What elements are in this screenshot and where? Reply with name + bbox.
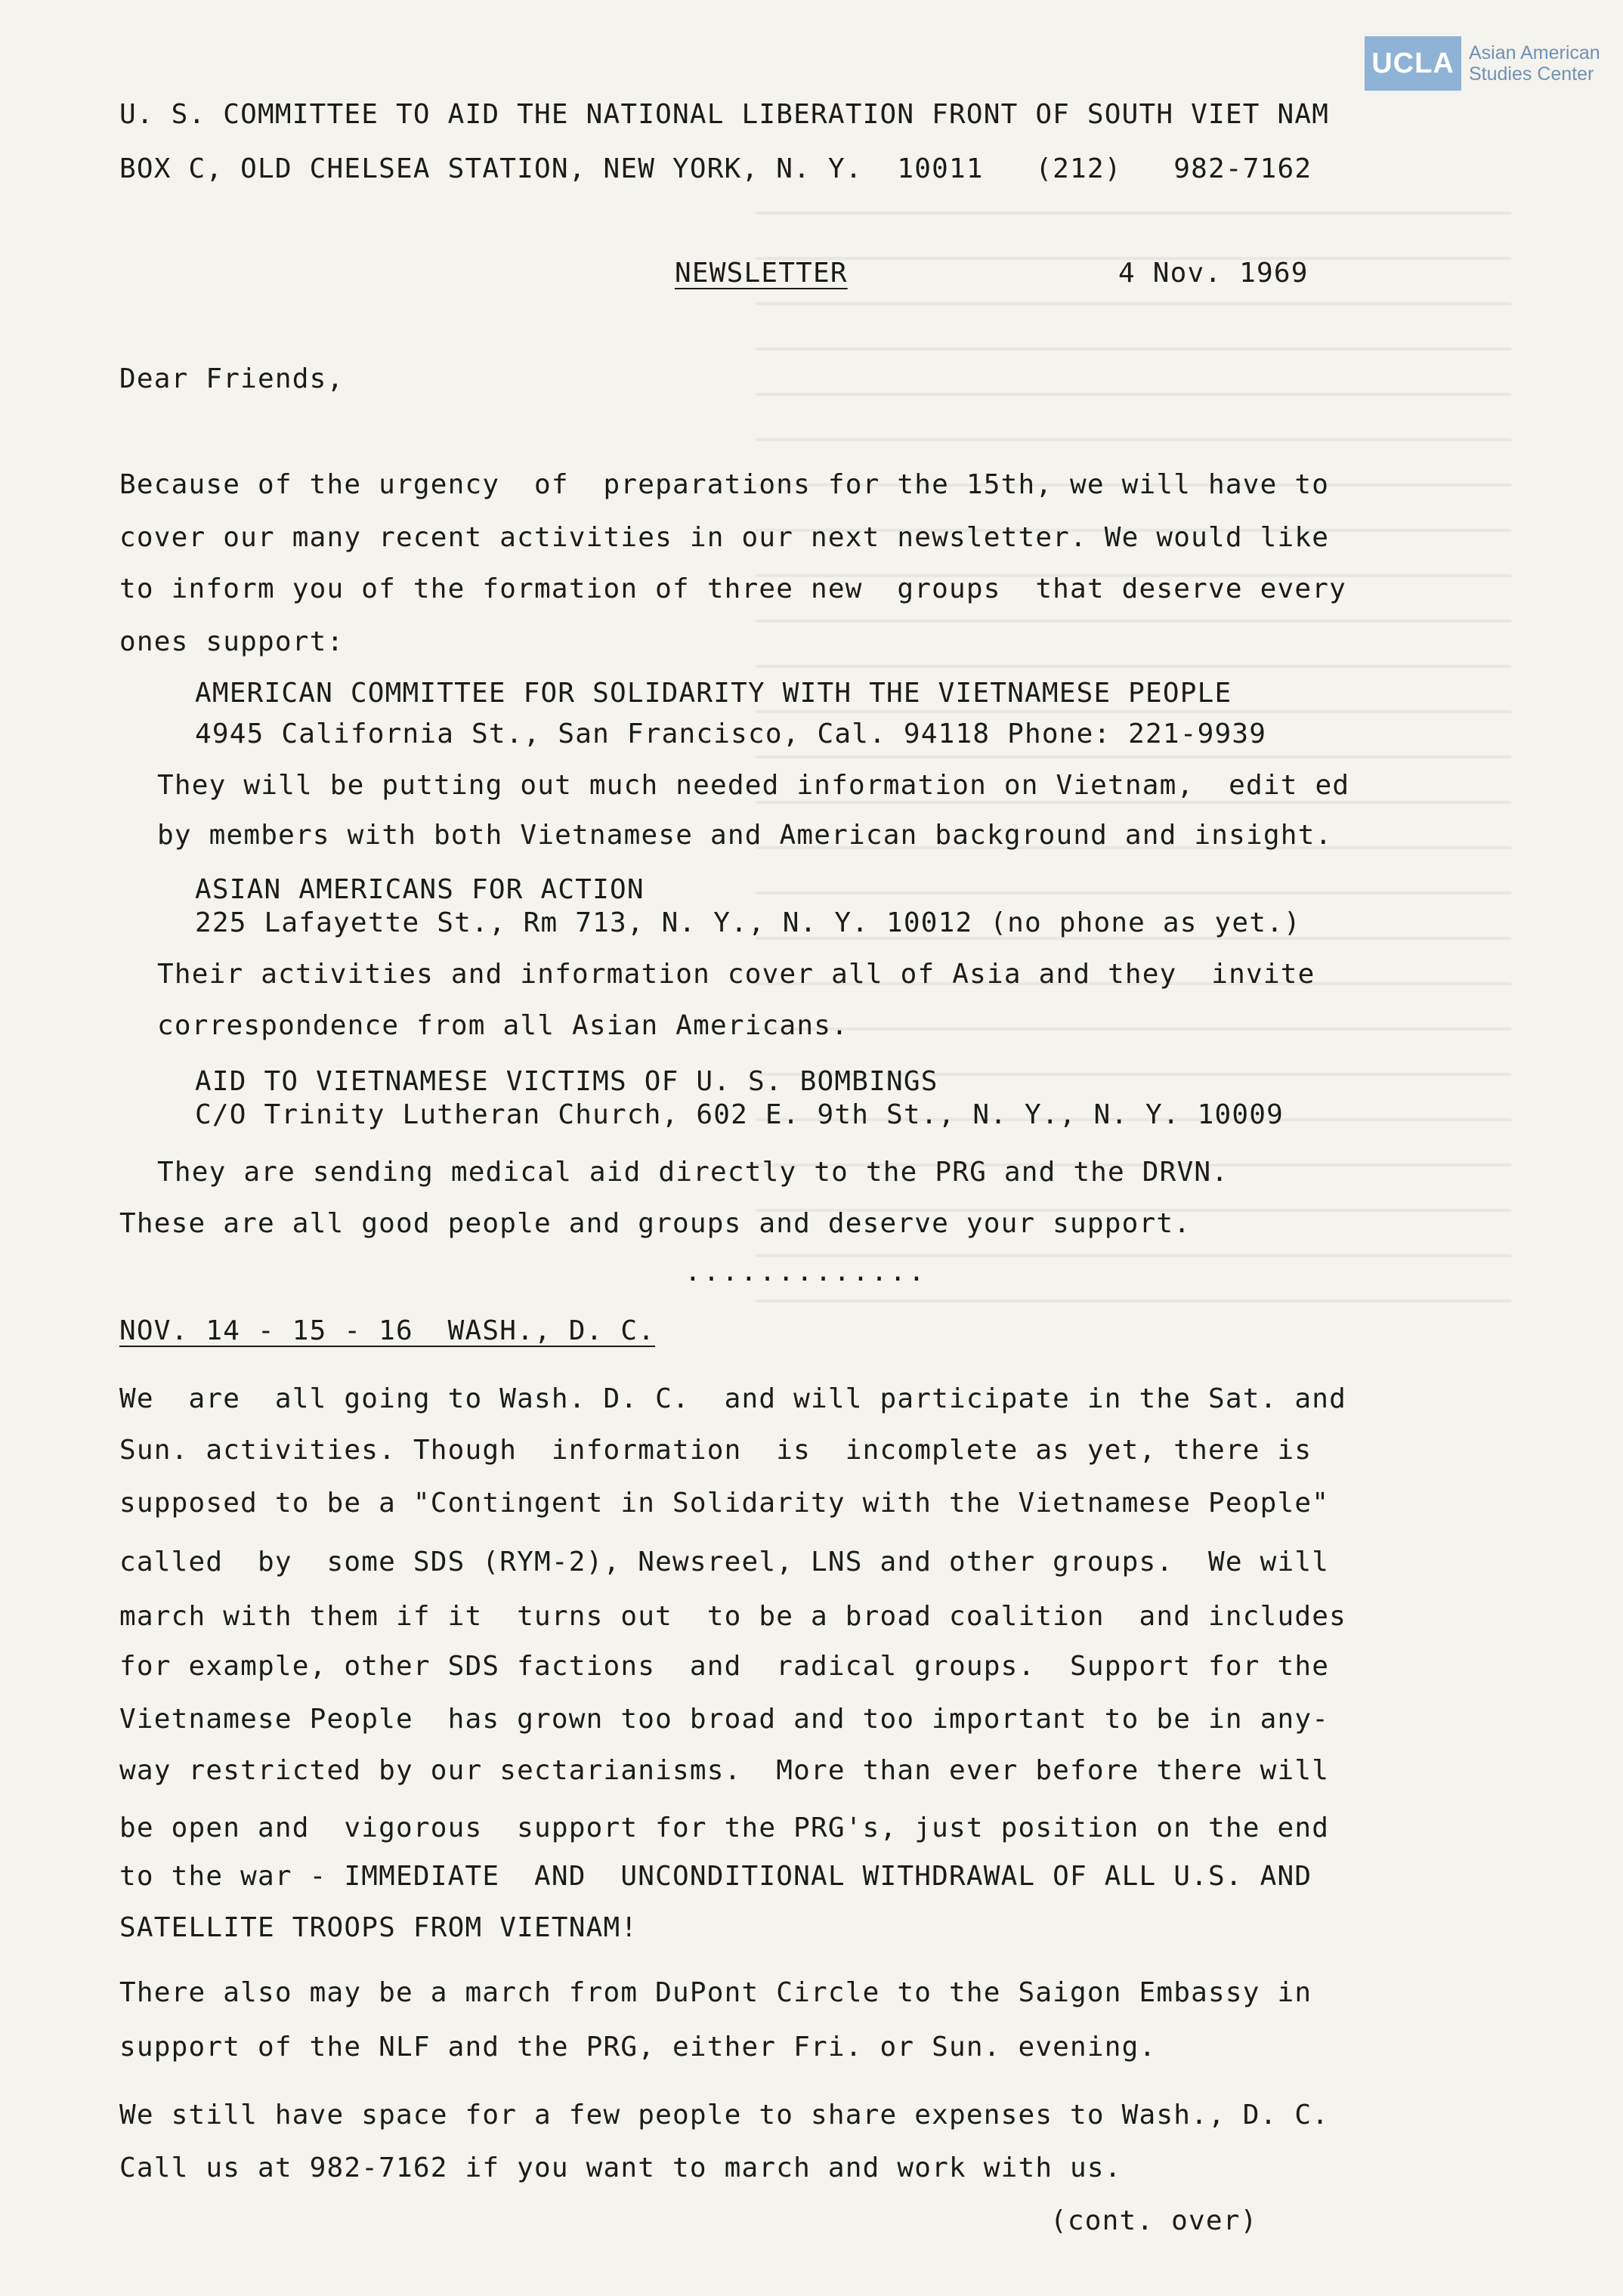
section-heading: NOV. 14 - 15 - 16 WASH., D. C. [119,1315,656,1346]
group-name: AID TO VIETNAMESE VICTIMS OF U. S. BOMBINGS [195,1066,938,1097]
group-address: 4945 California St., San Francisco, Cal. 94118 Phone: 221-9939 [195,718,1267,749]
section-line: supposed to be a "Contingent in Solidarity with the Vietnamese People" [119,1488,1330,1519]
intro-line: ones support: [119,626,345,657]
group-address: 225 Lafayette St., Rm 713, N. Y., N. Y. 10012 (no phone as yet.) [195,907,1301,938]
newsletter-title: NEWSLETTER [675,258,848,289]
section-line: We are all going to Wash. D. C. and will participate in the Sat. and [119,1383,1347,1414]
group-description: Their activities and information cover all of Asia and they invite [157,959,1315,990]
section-line: SATELLITE TROOPS FROM VIETNAM! [119,1912,638,1943]
continued-note: (cont. over) [1050,2205,1258,2236]
badge-line-1: Asian American [1469,42,1600,63]
group-description: They are sending medical aid directly to the PRG and the DRVN. [157,1157,1229,1188]
space-line: Call us at 982-7162 if you want to march and work with us. [119,2152,1122,2183]
intro-line: Because of the urgency of preparations for the 15th, we will have to [119,469,1330,500]
group-description: by members with both Vietnamese and American background and insight. [157,820,1333,851]
section-line: way restricted by our sectarianisms. More than ever before there will [119,1755,1330,1786]
section-line: Vietnamese People has grown too broad and too important to be in any- [119,1704,1330,1735]
newsletter-date: 4 Nov. 1969 [1118,258,1309,289]
badge-caption [1469,42,1600,85]
section-line: called by some SDS (RYM-2), Newsreel, LNS and other groups. We will [119,1547,1330,1578]
header-address: BOX C, OLD CHELSEA STATION, NEW YORK, N. Y. 10011 (212) 982-7162 [119,153,1312,184]
group-name: AMERICAN COMMITTEE FOR SOLIDARITY WITH THE VIETNAMESE PEOPLE [195,678,1232,709]
march-line: support of the NLF and the PRG, either Fri. or Sun. evening. [119,2032,1157,2063]
intro-line: to inform you of the formation of three new groups that deserve every [119,573,1347,604]
section-divider: ............. [685,1256,927,1287]
section-line: Sun. activities. Though information is incomplete as yet, there is [119,1435,1312,1466]
header-organization: U. S. COMMITTEE TO AID THE NATIONAL LIBERATION FRONT OF SOUTH VIET NAM [119,99,1330,130]
group-name: ASIAN AMERICANS FOR ACTION [195,874,645,905]
section-line: to the war - IMMEDIATE AND UNCONDITIONAL WITHDRAWAL OF ALL U.S. AND [119,1861,1312,1892]
section-line: for example, other SDS factions and radical groups. Support for the [119,1651,1330,1682]
group-description: correspondence from all Asian Americans. [157,1010,849,1041]
ucla-aasc-badge [1365,36,1600,91]
section-line: be open and vigorous support for the PRG's, just position on the end [119,1812,1330,1843]
section-line: march with them if it turns out to be a broad coalition and includes [119,1601,1347,1632]
salutation: Dear Friends, [119,363,345,394]
group-address: C/O Trinity Lutheran Church, 602 E. 9th St., N. Y., N. Y. 10009 [195,1099,1284,1130]
badge-line-2: Studies Center [1469,63,1594,85]
group-description: They will be putting out much needed information on Vietnam, edit ed [157,770,1350,801]
march-line: There also may be a march from DuPont Circle to the Saigon Embassy in [119,1977,1312,2008]
ucla-logo: UCLA [1365,36,1461,91]
space-line: We still have space for a few people to share expenses to Wash., D. C. [119,2100,1330,2131]
groups-closing: These are all good people and groups and deserve your support. [119,1208,1192,1239]
intro-line: cover our many recent activities in our next newsletter. We would like [119,522,1330,553]
